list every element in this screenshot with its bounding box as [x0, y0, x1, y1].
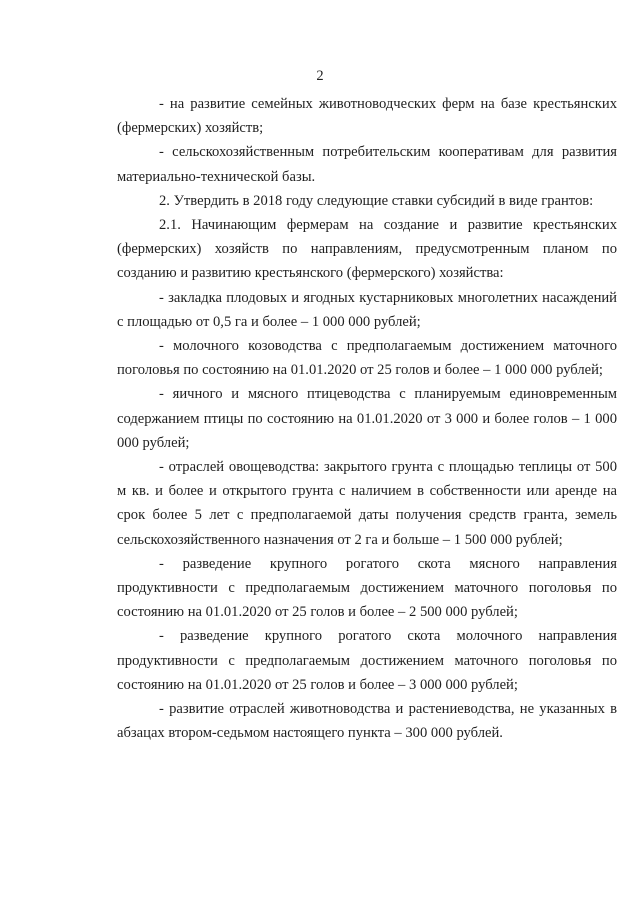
paragraph-item-2: 2. Утвердить в 2018 году следующие ставки субсидий в виде грантов: [159, 192, 594, 209]
paragraph-goat-dairy: - молочного козоводства с предполагаемым достижением маточного поголовья по состоянию на 01.01.2020 от 25 голов и более – 1 000 000 рублей; [117, 338, 617, 379]
paragraph-dairy-cattle: - разведение крупного рогатого скота молочного направления продуктивности с предполагаемым достижением маточного поголовья по состоянию на 01.01.2020 от 25 голов и более – 3 000 000 рублей; [117, 628, 617, 693]
paragraph-item-2-1: 2.1. Начинающим фермерам на создание и развитие крестьянских (фермерских) хозяйств по направлениям, предусмотренным планом по созданию и развитию крестьянского (фермерского) хозяйства: [117, 217, 617, 282]
page-number: 2 [316, 68, 324, 84]
paragraph-orchards: - закладка плодовых и ягодных кустарниковых многолетних насаждений с площадью от 0,5 га и более – 1 000 000 рублей; [117, 289, 617, 330]
paragraph-vegetables: - отраслей овощеводства: закрытого грунта с площадью теплицы от 500 м кв. и более и открытого грунта с наличием в собственности или аренде на срок более 5 лет с предполагаемой даты получения средств гранта, земель сельскохозяйственного назначения от 2 га и больше – 1 500 000 рублей; [117, 459, 617, 548]
paragraph-family-farms: - на развитие семейных животноводческих ферм на базе крестьянских (фермерских) хозяйств; [117, 96, 617, 137]
paragraph-cooperatives: - сельскохозяйственным потребительским кооперативам для развития материально-технической базы. [117, 144, 617, 185]
document-body [117, 92, 617, 745]
paragraph-beef-cattle: - разведение крупного рогатого скота мясного направления продуктивности с предполагаемым достижением маточного поголовья по состоянию на 01.01.2020 от 25 голов и более – 2 500 000 рублей; [117, 555, 617, 621]
paragraph-poultry: - яичного и мясного птицеводства с планируемым единовременным содержанием птицы по состоянию на 01.01.2020 от 3 000 и более голов – 1 000 000 рублей; [117, 386, 617, 451]
paragraph-other-livestock: - развитие отраслей животноводства и растениеводства, не указанных в абзацах втором-седьмом настоящего пункта – 300 000 рублей. [117, 701, 617, 742]
